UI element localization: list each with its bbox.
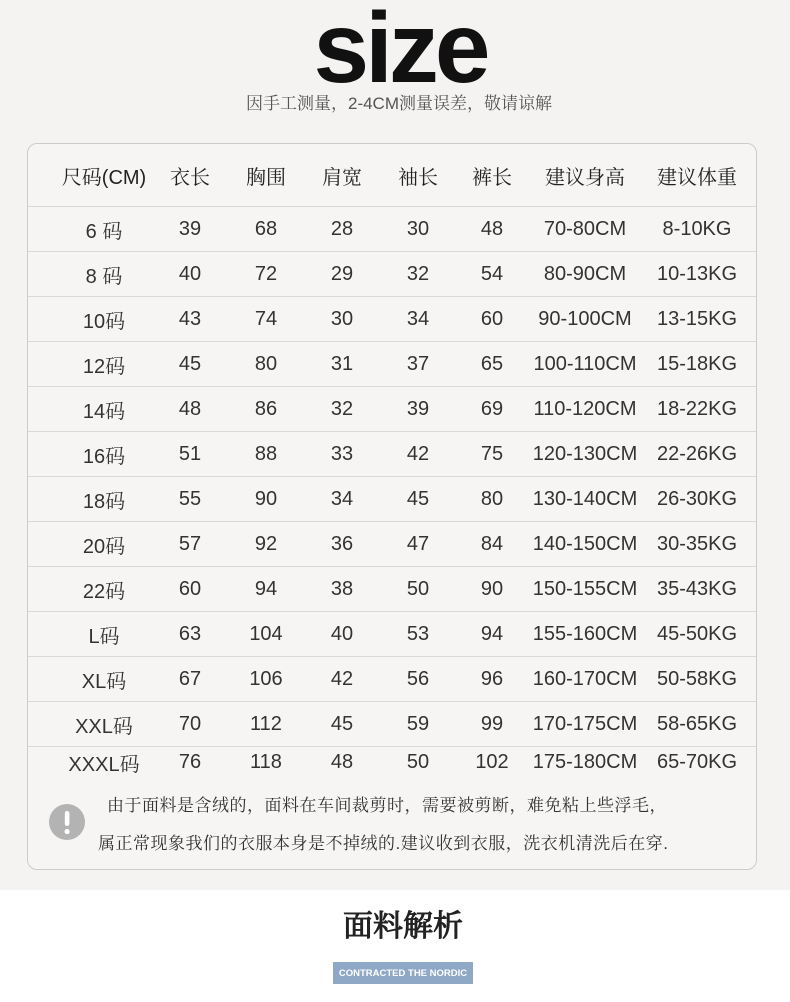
notice-text-line: 由于面料是含绒的，面料在车间裁剪时，需要被剪断，难免粘上些浮毛， <box>107 796 667 815</box>
size-cell: 18码 <box>82 490 126 513</box>
weight-cell: 22-26KG <box>656 442 738 465</box>
height-cell: 100-110CM <box>533 352 637 375</box>
height-cell: 150-155CM <box>532 577 638 600</box>
size-cell: 14码 <box>82 400 126 423</box>
sleeve-cell: 34 <box>406 307 430 330</box>
shoulder-cell: 33 <box>330 442 354 465</box>
table-row <box>28 747 756 777</box>
sleeve-cell: 56 <box>406 667 430 690</box>
height-cell: 175-180CM <box>532 750 638 773</box>
notice-text-line: 属正常现象我们的衣服本身是不掉绒的.建议收到衣服，洗衣机清洗后在穿. <box>98 834 669 853</box>
height-cell: 130-140CM <box>532 487 638 510</box>
height-cell: 90-100CM <box>538 307 632 330</box>
weight-cell: 50-58KG <box>656 667 738 690</box>
shoulder-cell: 36 <box>330 532 354 555</box>
header-recommended-weight: 建议体重 <box>657 166 737 189</box>
size-cell: 20码 <box>82 535 126 558</box>
size-cell: 22码 <box>82 580 126 603</box>
size-cell: 12码 <box>82 355 126 378</box>
garment-length-cell: 51 <box>178 442 202 465</box>
garment-length-cell: 48 <box>178 397 202 420</box>
measurement-disclaimer: 因手工测量，2-4CM测量误差，敬请谅解 <box>245 94 552 113</box>
height-cell: 110-120CM <box>533 397 637 420</box>
table-row <box>28 342 756 387</box>
header-garment-length: 衣长 <box>170 166 210 189</box>
header-chest: 胸围 <box>246 166 286 189</box>
pants-length-cell: 75 <box>480 442 504 465</box>
size-cell: 6 码 <box>85 220 123 243</box>
garment-length-cell: 45 <box>178 352 202 375</box>
height-cell: 120-130CM <box>532 442 638 465</box>
table-header-row <box>28 144 756 207</box>
table-row <box>28 297 756 342</box>
weight-cell: 30-35KG <box>656 532 738 555</box>
sleeve-cell: 50 <box>406 750 430 773</box>
height-cell: 155-160CM <box>532 622 638 645</box>
shoulder-cell: 40 <box>330 622 354 645</box>
chest-cell: 104 <box>249 622 283 645</box>
garment-length-cell: 76 <box>178 750 202 773</box>
table-row <box>28 657 756 702</box>
table-row <box>28 612 756 657</box>
size-cell: 10码 <box>82 310 126 333</box>
sleeve-cell: 42 <box>406 442 430 465</box>
sleeve-cell: 53 <box>406 622 430 645</box>
shoulder-cell: 31 <box>330 352 354 375</box>
sleeve-cell: 32 <box>406 262 430 285</box>
shoulder-cell: 42 <box>330 667 354 690</box>
weight-cell: 58-65KG <box>656 712 738 735</box>
weight-cell: 35-43KG <box>656 577 738 600</box>
height-cell: 160-170CM <box>532 667 638 690</box>
chest-cell: 112 <box>250 712 282 735</box>
garment-length-cell: 43 <box>178 307 202 330</box>
size-cell: XXXL码 <box>68 753 140 776</box>
weight-cell: 26-30KG <box>656 487 738 510</box>
chest-cell: 118 <box>250 750 282 773</box>
size-cell: 8 码 <box>85 265 123 288</box>
size-cell: 16码 <box>82 445 126 468</box>
weight-cell: 8-10KG <box>662 217 732 240</box>
weight-cell: 18-22KG <box>656 397 738 420</box>
chest-cell: 80 <box>254 352 278 375</box>
size-cell: XXL码 <box>75 715 133 738</box>
fabric-section-heading: 面料解析 <box>343 910 463 943</box>
shoulder-cell: 32 <box>330 397 354 420</box>
table-row <box>28 702 756 747</box>
table-row <box>28 522 756 567</box>
height-cell: 80-90CM <box>543 262 627 285</box>
pants-length-cell: 96 <box>480 667 504 690</box>
garment-length-cell: 60 <box>178 577 202 600</box>
pants-length-cell: 48 <box>480 217 504 240</box>
size-cell: L码 <box>88 625 120 648</box>
header-recommended-height: 建议身高 <box>545 166 625 189</box>
garment-length-cell: 63 <box>178 622 202 645</box>
header-size: 尺码(CM) <box>61 166 147 189</box>
shoulder-cell: 48 <box>330 750 354 773</box>
chest-cell: 86 <box>254 397 278 420</box>
section-badge: CONTRACTED THE NORDIC <box>333 962 473 984</box>
weight-cell: 45-50KG <box>656 622 738 645</box>
weight-cell: 15-18KG <box>656 352 738 375</box>
chest-cell: 90 <box>254 487 278 510</box>
chest-cell: 72 <box>254 262 278 285</box>
chest-cell: 106 <box>249 667 283 690</box>
pants-length-cell: 84 <box>480 532 504 555</box>
pants-length-cell: 65 <box>480 352 504 375</box>
table-row <box>28 207 756 252</box>
pants-length-cell: 102 <box>475 750 509 773</box>
pants-length-cell: 80 <box>480 487 504 510</box>
sleeve-cell: 39 <box>406 397 430 420</box>
table-row <box>28 567 756 612</box>
garment-length-cell: 70 <box>178 712 202 735</box>
chest-cell: 68 <box>254 217 278 240</box>
pants-length-cell: 94 <box>480 622 504 645</box>
shoulder-cell: 29 <box>330 262 354 285</box>
table-row <box>28 477 756 522</box>
table-row <box>28 252 756 297</box>
size-cell: XL码 <box>81 670 127 693</box>
garment-length-cell: 39 <box>178 217 202 240</box>
pants-length-cell: 69 <box>480 397 504 420</box>
shoulder-cell: 28 <box>330 217 354 240</box>
sleeve-cell: 30 <box>406 217 430 240</box>
sleeve-cell: 45 <box>406 487 430 510</box>
garment-length-cell: 67 <box>178 667 202 690</box>
pants-length-cell: 54 <box>480 262 504 285</box>
exclamation-icon <box>49 804 85 840</box>
shoulder-cell: 34 <box>330 487 354 510</box>
chest-cell: 74 <box>254 307 278 330</box>
chest-cell: 92 <box>254 532 278 555</box>
size-chart-card <box>27 143 757 870</box>
sleeve-cell: 50 <box>406 577 430 600</box>
height-cell: 70-80CM <box>543 217 627 240</box>
pants-length-cell: 99 <box>480 712 504 735</box>
sleeve-cell: 37 <box>406 352 430 375</box>
weight-cell: 13-15KG <box>656 307 738 330</box>
table-row <box>28 432 756 477</box>
header-shoulder: 肩宽 <box>322 166 362 189</box>
header-sleeve: 袖长 <box>398 166 438 189</box>
chest-cell: 88 <box>254 442 278 465</box>
height-cell: 170-175CM <box>532 712 638 735</box>
header-pants-length: 裤长 <box>472 166 512 189</box>
page-title: size <box>313 0 487 104</box>
table-row <box>28 387 756 432</box>
pants-length-cell: 90 <box>480 577 504 600</box>
garment-length-cell: 40 <box>178 262 202 285</box>
shoulder-cell: 38 <box>330 577 354 600</box>
shoulder-cell: 30 <box>330 307 354 330</box>
pants-length-cell: 60 <box>480 307 504 330</box>
garment-length-cell: 55 <box>178 487 202 510</box>
height-cell: 140-150CM <box>532 532 638 555</box>
sleeve-cell: 47 <box>406 532 430 555</box>
weight-cell: 65-70KG <box>656 750 738 773</box>
chest-cell: 94 <box>254 577 278 600</box>
shoulder-cell: 45 <box>330 712 354 735</box>
weight-cell: 10-13KG <box>656 262 738 285</box>
sleeve-cell: 59 <box>406 712 430 735</box>
garment-length-cell: 57 <box>178 532 202 555</box>
